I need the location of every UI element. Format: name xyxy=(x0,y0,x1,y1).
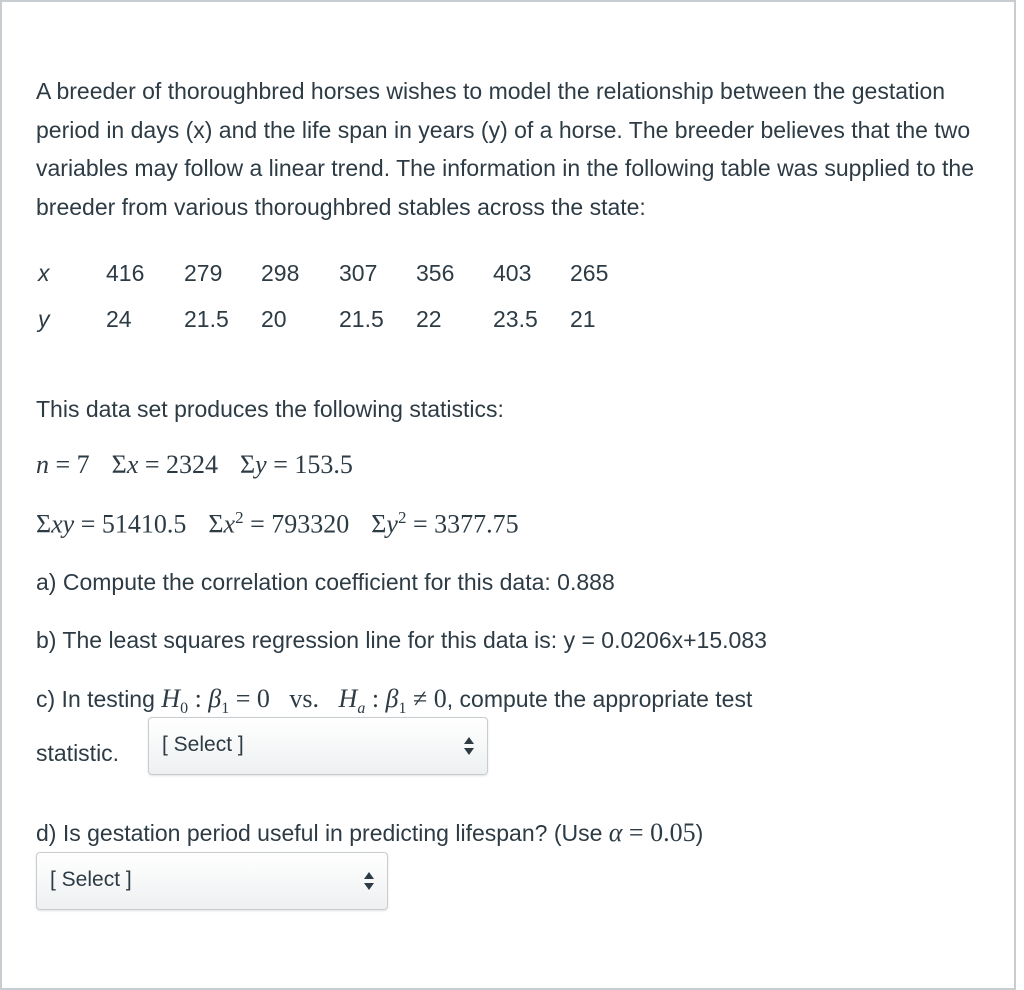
y-value: 20 xyxy=(261,305,287,332)
x-value: 265 xyxy=(570,259,609,286)
y-value: 21 xyxy=(570,305,596,332)
x-value: 279 xyxy=(184,259,223,286)
data-table xyxy=(36,250,630,342)
part-d: d) Is gestation period useful in predicting lifespan? (Use α = 0.05) xyxy=(36,818,704,847)
select-value: [ Select ] xyxy=(50,868,132,891)
x-value: 307 xyxy=(339,259,378,286)
question-body xyxy=(36,72,996,891)
y-value: 23.5 xyxy=(493,305,538,332)
table-row-x xyxy=(36,250,630,296)
stat-sum-x: 2324 xyxy=(166,450,219,479)
select-arrows-icon xyxy=(364,870,374,892)
x-value: 298 xyxy=(261,259,300,286)
stats-line-1: n = 7 Σx = 2324 Σy = 153.5 xyxy=(36,450,353,479)
usefulness-select[interactable] xyxy=(36,852,388,910)
hypothesis-math: $H_0$ : $\beta_1 = 0$ vs. $H_a$ : $\beta_1 \ne 0$ xyxy=(161,684,447,718)
row-label-y: y xyxy=(38,305,50,332)
stat-n: 7 xyxy=(76,450,90,479)
x-value: 416 xyxy=(106,259,145,286)
question-intro: A breeder of thoroughbred horses wishes to model the relationship between the gestation period in days (x) and the life span in years (y) of a horse. The breeder believes that the two variables may follow a linear trend. The information in the following table was supplied to the breeder from various thoroughbred stables across the state: xyxy=(36,78,974,220)
stat-sum-xy: 51410.5 xyxy=(101,509,187,539)
select-value: [ Select ] xyxy=(162,733,244,756)
y-value: 22 xyxy=(416,305,442,332)
part-c-prefix: c) In testing xyxy=(36,686,155,712)
part-c-end: statistic. xyxy=(36,740,120,766)
alpha-math: α = 0.05 xyxy=(608,818,696,847)
stats-line-2: Σxy = 51410.5 $\Sigma x^2 = 793320$ $\Sigma y^2 = 3377.75$ xyxy=(36,508,519,539)
part-d-prefix: d) Is gestation period useful in predicting lifespan? (Use xyxy=(36,820,603,846)
row-label-x: x xyxy=(38,259,50,286)
stat-sum-x2: 793320 xyxy=(271,509,350,539)
test-statistic-select[interactable] xyxy=(148,717,488,775)
part-c xyxy=(36,684,752,718)
y-value: 21.5 xyxy=(184,305,229,332)
stats-intro: This data set produces the following statistics: xyxy=(36,396,504,422)
select-arrows-icon xyxy=(464,735,474,757)
x-value: 403 xyxy=(493,259,532,286)
part-a: a) Compute the correlation coefficient for this data: 0.888 xyxy=(36,569,615,595)
part-c-suffix: , compute the appropriate test xyxy=(446,686,753,712)
stat-sum-y2: 3377.75 xyxy=(434,509,519,539)
x-value: 356 xyxy=(416,259,455,286)
part-b: b) The least squares regression line for this data is: y = 0.0206x+15.083 xyxy=(36,627,767,653)
y-value: 24 xyxy=(106,305,132,332)
y-value: 21.5 xyxy=(339,305,384,332)
stat-sum-y: 153.5 xyxy=(294,450,353,479)
alpha-value: 0.05 xyxy=(650,818,696,847)
table-row-y xyxy=(36,296,630,342)
